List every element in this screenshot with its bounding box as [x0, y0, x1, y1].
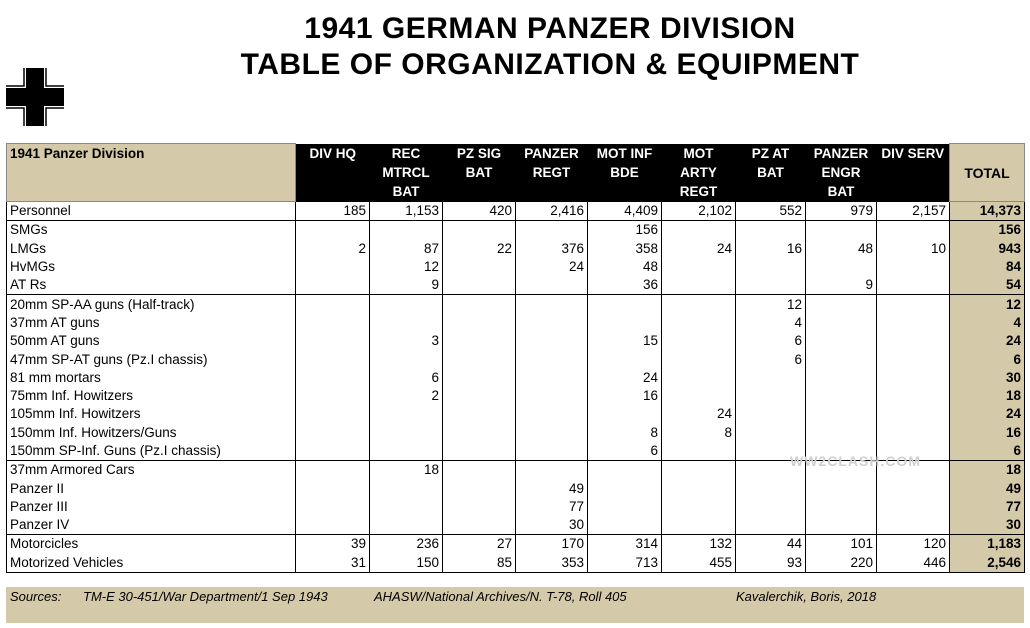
table-cell: 156	[588, 221, 662, 240]
table-row	[7, 405, 1025, 423]
table-cell	[736, 221, 806, 240]
source-1: TM-E 30-451/War Department/1 Sep 1943	[83, 589, 328, 604]
row-label: HvMGs	[7, 258, 296, 276]
table-name: 1941 Panzer Division	[7, 144, 296, 202]
row-label: Motorcicles	[7, 535, 296, 554]
table-cell	[588, 314, 662, 332]
table-cell	[296, 461, 370, 480]
table-cell	[877, 498, 950, 516]
table-cell	[370, 350, 443, 368]
table-cell	[806, 221, 877, 240]
table-cell	[806, 424, 877, 442]
table-row	[7, 332, 1025, 350]
table-cell	[516, 424, 588, 442]
table-cell: 18	[370, 461, 443, 480]
table-cell: 552	[736, 202, 806, 221]
row-total: 16	[950, 424, 1025, 442]
column-header: PANZER ENGR BAT	[806, 144, 877, 202]
table-cell	[877, 516, 950, 535]
table-cell: 420	[443, 202, 516, 221]
row-label: 47mm SP-AT guns (Pz.I chassis)	[7, 350, 296, 368]
table-row	[7, 240, 1025, 258]
table-cell	[662, 461, 736, 480]
table-cell: 2	[296, 240, 370, 258]
table-cell: 2	[370, 387, 443, 405]
table-cell	[296, 350, 370, 368]
table-cell: 3	[370, 332, 443, 350]
table-cell	[443, 314, 516, 332]
row-total: 12	[950, 295, 1025, 314]
row-label: 50mm AT guns	[7, 332, 296, 350]
table-cell	[443, 461, 516, 480]
table-cell	[516, 276, 588, 295]
table-row	[7, 424, 1025, 442]
table-cell: 979	[806, 202, 877, 221]
table-cell	[662, 258, 736, 276]
row-label: Panzer III	[7, 498, 296, 516]
table-cell: 12	[736, 295, 806, 314]
table-cell	[588, 461, 662, 480]
table-row	[7, 369, 1025, 387]
row-total: 6	[950, 442, 1025, 461]
page-subtitle: TABLE OF ORGANIZATION & EQUIPMENT	[240, 48, 860, 81]
column-header: PANZER REGT	[516, 144, 588, 202]
table-cell: 30	[516, 516, 588, 535]
table-cell	[877, 276, 950, 295]
table-cell	[443, 405, 516, 423]
source-3: Kavalerchik, Boris, 2018	[736, 589, 877, 604]
table-cell: 24	[516, 258, 588, 276]
table-cell	[296, 314, 370, 332]
table-cell	[443, 221, 516, 240]
table-cell: 376	[516, 240, 588, 258]
table-cell: 31	[296, 554, 370, 573]
table-cell	[443, 424, 516, 442]
table-cell	[443, 479, 516, 497]
table-row	[7, 535, 1025, 554]
table-cell	[516, 461, 588, 480]
row-label: Personnel	[7, 202, 296, 221]
table-cell	[516, 405, 588, 423]
table-cell: 2,416	[516, 202, 588, 221]
table-cell	[296, 405, 370, 423]
row-total: 14,373	[950, 202, 1025, 221]
table-cell	[296, 387, 370, 405]
table-cell	[516, 332, 588, 350]
table-cell: 9	[806, 276, 877, 295]
row-label: 150mm Inf. Howitzers/Guns	[7, 424, 296, 442]
column-header: PZ SIG BAT	[443, 144, 516, 202]
table-cell	[806, 295, 877, 314]
row-label: 37mm Armored Cars	[7, 461, 296, 480]
row-total: 6	[950, 350, 1025, 368]
table-cell: 24	[662, 405, 736, 423]
table-row	[7, 258, 1025, 276]
table-cell: 16	[736, 240, 806, 258]
table-cell: 24	[662, 240, 736, 258]
table-cell	[806, 314, 877, 332]
table-cell	[662, 442, 736, 461]
table-cell	[806, 498, 877, 516]
page-title: 1941 GERMAN PANZER DIVISION	[304, 12, 796, 45]
row-total: 84	[950, 258, 1025, 276]
table-row	[7, 276, 1025, 295]
column-header: REC MTRCL BAT	[370, 144, 443, 202]
table-cell	[877, 387, 950, 405]
table-cell	[877, 221, 950, 240]
table-cell	[516, 221, 588, 240]
table-cell	[662, 369, 736, 387]
row-total: 49	[950, 479, 1025, 497]
table-cell	[296, 424, 370, 442]
table-cell	[516, 314, 588, 332]
row-label: AT Rs	[7, 276, 296, 295]
table-row	[7, 498, 1025, 516]
table-cell: 48	[588, 258, 662, 276]
table-cell	[736, 498, 806, 516]
table-cell	[806, 350, 877, 368]
table-cell	[662, 516, 736, 535]
table-cell	[296, 258, 370, 276]
source-2: AHASW/National Archives/N. T-78, Roll 405	[374, 589, 627, 604]
table-cell	[806, 516, 877, 535]
table-cell	[877, 314, 950, 332]
table-cell: 12	[370, 258, 443, 276]
toe-table	[6, 143, 1025, 573]
table-cell: 77	[516, 498, 588, 516]
table-cell: 120	[877, 535, 950, 554]
table-row	[7, 554, 1025, 573]
table-cell	[736, 424, 806, 442]
table-cell	[370, 295, 443, 314]
table-cell	[806, 405, 877, 423]
table-cell: 10	[877, 240, 950, 258]
table-cell	[877, 479, 950, 497]
table-row	[7, 516, 1025, 535]
table-cell	[370, 221, 443, 240]
table-cell	[736, 276, 806, 295]
table-row	[7, 350, 1025, 368]
row-label: 81 mm mortars	[7, 369, 296, 387]
table-row	[7, 295, 1025, 314]
table-cell	[588, 405, 662, 423]
table-cell: 185	[296, 202, 370, 221]
table-cell	[806, 369, 877, 387]
table-cell	[370, 516, 443, 535]
table-cell	[370, 442, 443, 461]
table-cell	[516, 387, 588, 405]
table-cell: 358	[588, 240, 662, 258]
table-cell: 2,102	[662, 202, 736, 221]
table-cell	[877, 405, 950, 423]
watermark: WW2CLASH.COM	[790, 453, 921, 469]
table-cell: 132	[662, 535, 736, 554]
row-total: 30	[950, 369, 1025, 387]
row-total: 18	[950, 461, 1025, 480]
table-cell	[296, 479, 370, 497]
table-cell	[662, 350, 736, 368]
table-cell: 36	[588, 276, 662, 295]
table-cell: 44	[736, 535, 806, 554]
table-cell	[296, 442, 370, 461]
column-header: DIV SERV	[877, 144, 950, 202]
table-cell	[662, 479, 736, 497]
table-cell: 27	[443, 535, 516, 554]
table-cell	[877, 350, 950, 368]
table-cell: 22	[443, 240, 516, 258]
table-cell	[516, 369, 588, 387]
table-cell	[588, 295, 662, 314]
row-total: 30	[950, 516, 1025, 535]
table-cell	[443, 442, 516, 461]
table-cell: 220	[806, 554, 877, 573]
table-cell: 85	[443, 554, 516, 573]
table-cell: 39	[296, 535, 370, 554]
table-cell: 8	[588, 424, 662, 442]
table-cell: 6	[370, 369, 443, 387]
table-cell	[296, 498, 370, 516]
table-cell	[296, 295, 370, 314]
sources-footer	[6, 587, 1024, 623]
row-label: SMGs	[7, 221, 296, 240]
table-cell: 314	[588, 535, 662, 554]
table-cell: 16	[588, 387, 662, 405]
table-cell	[736, 405, 806, 423]
table-cell	[443, 350, 516, 368]
table-cell	[443, 498, 516, 516]
row-total: 24	[950, 405, 1025, 423]
table-cell	[662, 387, 736, 405]
table-cell	[296, 221, 370, 240]
table-cell	[662, 221, 736, 240]
table-row	[7, 479, 1025, 497]
table-cell	[662, 332, 736, 350]
table-cell	[296, 332, 370, 350]
table-cell	[662, 276, 736, 295]
table-cell	[662, 295, 736, 314]
table-row	[7, 221, 1025, 240]
table-cell: 455	[662, 554, 736, 573]
table-cell	[370, 405, 443, 423]
table-cell: 446	[877, 554, 950, 573]
table-cell: 6	[736, 332, 806, 350]
table-cell: 87	[370, 240, 443, 258]
table-cell	[736, 387, 806, 405]
column-header: MOT ARTY REGT	[662, 144, 736, 202]
table-cell: 353	[516, 554, 588, 573]
table-cell	[736, 516, 806, 535]
row-total: 4	[950, 314, 1025, 332]
row-label: Panzer II	[7, 479, 296, 497]
row-total: 54	[950, 276, 1025, 295]
table-row	[7, 314, 1025, 332]
table-cell	[662, 498, 736, 516]
row-label: 105mm Inf. Howitzers	[7, 405, 296, 423]
table-row	[7, 202, 1025, 221]
column-header: MOT INF BDE	[588, 144, 662, 202]
table-cell	[736, 479, 806, 497]
table-cell	[296, 516, 370, 535]
row-label: Motorized Vehicles	[7, 554, 296, 573]
row-label: 75mm Inf. Howitzers	[7, 387, 296, 405]
balkenkreuz-icon	[6, 68, 64, 126]
table-cell	[516, 295, 588, 314]
table-cell	[877, 258, 950, 276]
table-cell: 4	[736, 314, 806, 332]
column-header: PZ AT BAT	[736, 144, 806, 202]
row-label: 150mm SP-Inf. Guns (Pz.I chassis)	[7, 442, 296, 461]
table-cell	[443, 295, 516, 314]
table-cell	[588, 479, 662, 497]
table-cell	[443, 276, 516, 295]
table-cell: 8	[662, 424, 736, 442]
table-cell	[296, 276, 370, 295]
sources-label: Sources:	[10, 589, 62, 604]
table-row	[7, 387, 1025, 405]
table-cell	[806, 479, 877, 497]
table-cell: 93	[736, 554, 806, 573]
table-cell: 48	[806, 240, 877, 258]
row-total: 2,546	[950, 554, 1025, 573]
column-header: DIV HQ	[296, 144, 370, 202]
table-cell	[588, 350, 662, 368]
row-total: 1,183	[950, 535, 1025, 554]
table-cell: 713	[588, 554, 662, 573]
row-total: 24	[950, 332, 1025, 350]
table-cell	[806, 332, 877, 350]
table-cell	[443, 516, 516, 535]
table-cell	[370, 498, 443, 516]
table-cell	[806, 387, 877, 405]
total-header: TOTAL	[950, 144, 1025, 202]
table-cell	[370, 479, 443, 497]
table-cell: 150	[370, 554, 443, 573]
table-cell	[877, 369, 950, 387]
table-cell	[736, 258, 806, 276]
table-cell: 6	[588, 442, 662, 461]
table-cell: 9	[370, 276, 443, 295]
row-total: 943	[950, 240, 1025, 258]
row-total: 156	[950, 221, 1025, 240]
row-total: 18	[950, 387, 1025, 405]
row-label: LMGs	[7, 240, 296, 258]
table-cell	[443, 369, 516, 387]
row-label: 37mm AT guns	[7, 314, 296, 332]
table-cell: 2,157	[877, 202, 950, 221]
table-cell: 49	[516, 479, 588, 497]
table-cell	[443, 387, 516, 405]
table-cell: 4,409	[588, 202, 662, 221]
table-cell: 170	[516, 535, 588, 554]
table-cell	[296, 369, 370, 387]
table-cell: 1,153	[370, 202, 443, 221]
table-cell	[877, 424, 950, 442]
table-cell: 236	[370, 535, 443, 554]
table-cell: 6	[736, 350, 806, 368]
table-cell: 24	[588, 369, 662, 387]
table-cell	[588, 516, 662, 535]
table-cell	[877, 332, 950, 350]
table-cell	[588, 498, 662, 516]
table-cell	[370, 424, 443, 442]
table-cell	[516, 442, 588, 461]
table-cell	[443, 258, 516, 276]
table-cell	[806, 258, 877, 276]
table-cell	[443, 332, 516, 350]
table-cell	[736, 369, 806, 387]
table-cell	[370, 314, 443, 332]
table-cell	[662, 314, 736, 332]
row-label: 20mm SP-AA guns (Half-track)	[7, 295, 296, 314]
table-cell: 15	[588, 332, 662, 350]
table-cell: 101	[806, 535, 877, 554]
table-cell	[877, 295, 950, 314]
row-label: Panzer IV	[7, 516, 296, 535]
row-total: 77	[950, 498, 1025, 516]
table-cell	[516, 350, 588, 368]
